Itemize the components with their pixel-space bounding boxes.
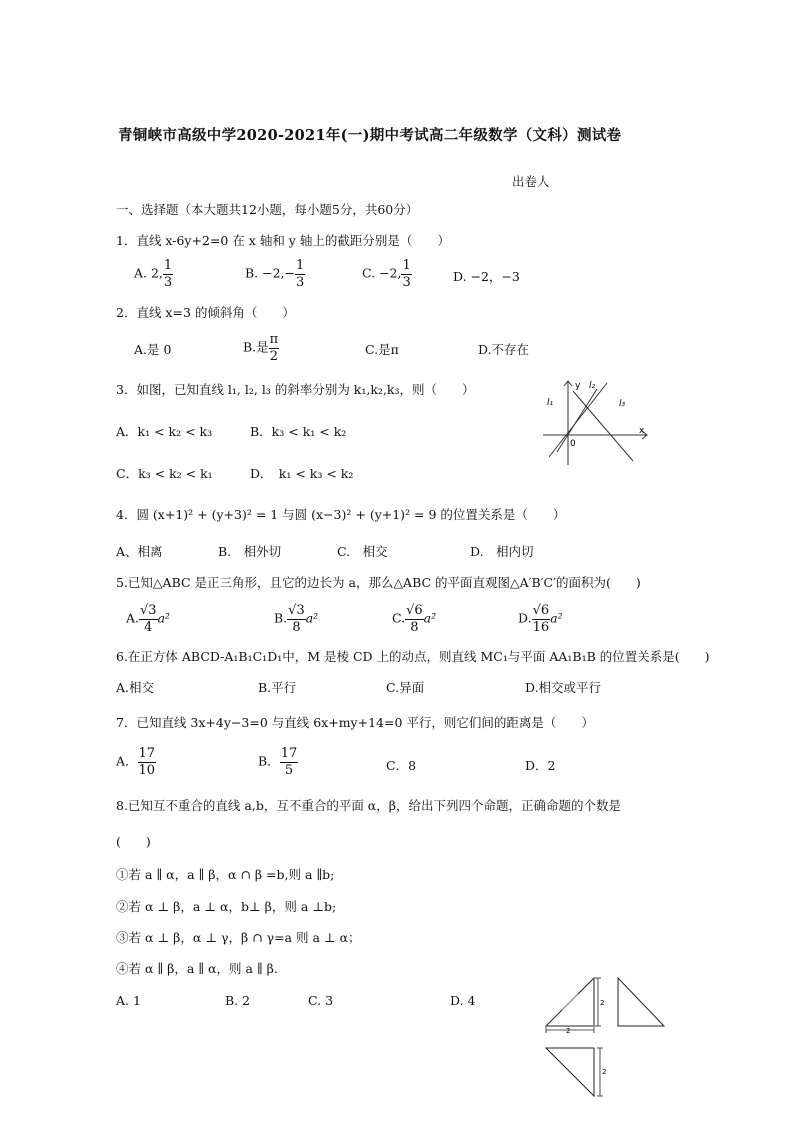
question-8-stem: 8.已知互不重合的直线 a,b，互不重合的平面 α，β，给出下列四个命题，正确命题的个数是 — [116, 798, 621, 813]
denominator: 10 — [138, 762, 156, 778]
question-6-option-a: A.相交 — [116, 680, 155, 695]
denominator: 2 — [269, 348, 279, 364]
fraction — [139, 604, 158, 634]
question-2-option-a: A.是 0 — [134, 342, 172, 357]
numerator: √3 — [140, 603, 157, 618]
question-4-option-b: B. 相外切 — [218, 544, 282, 559]
line-l1 — [557, 389, 597, 452]
numerator: √6 — [532, 603, 550, 618]
question-7-option-b — [258, 747, 298, 777]
fraction — [295, 259, 305, 289]
question-7-stem: 7．已知直线 3x+4y−3=0 与直线 6x+my+14=0 平行，则它们间的距离是（ ） — [116, 715, 594, 730]
question-2-option-c: C.是π — [365, 342, 399, 357]
numerator: 1 — [296, 258, 305, 273]
variable: a² — [550, 610, 563, 626]
denominator: 8 — [292, 619, 301, 635]
question-7-option-d: D．2 — [525, 758, 556, 773]
option-label: C. −2, — [362, 265, 402, 281]
x-label: x — [639, 426, 645, 436]
three-view-figure — [538, 970, 678, 1120]
question-3-option-a: A．k₁ < k₂ < k₃ — [116, 424, 213, 439]
question-5-option-a — [126, 604, 170, 634]
y-label: y — [575, 381, 581, 391]
question-8-proposition-2: ②若 α ⊥ β，a ⊥ α，b⊥ β，则 a ⊥b; — [116, 899, 337, 914]
fraction — [532, 604, 551, 634]
numerator: 1 — [402, 258, 411, 273]
side-view — [618, 978, 664, 1026]
numerator: π — [269, 332, 279, 347]
question-5-option-c — [392, 604, 436, 634]
option-label: D. — [518, 610, 532, 626]
question-3-option-d: D． k₁ < k₃ < k₂ — [250, 466, 354, 481]
question-7-option-c: C．8 — [386, 758, 417, 773]
width-label: 2 — [566, 1027, 571, 1035]
depth-label: 2 — [602, 1068, 607, 1076]
numerator: 1 — [163, 258, 173, 273]
question-5-option-d — [518, 604, 563, 634]
question-2-option-b — [243, 333, 279, 363]
question-4-option-c: C. 相交 — [337, 544, 388, 559]
option-label: B.是 — [243, 339, 269, 355]
option-label: B. −2,− — [245, 265, 296, 281]
option-label: A． — [116, 753, 138, 769]
question-4-stem: 4．圆 (x+1)² + (y+3)² = 1 与圆 (x−3)² + (y+1)² = 9 的位置关系是（ ） — [116, 507, 566, 522]
question-2-stem: 2．直线 x=3 的倾斜角（ ） — [116, 305, 295, 320]
fraction — [401, 259, 411, 289]
option-label: A. 2, — [134, 265, 163, 281]
denominator: 16 — [532, 619, 550, 635]
question-4-option-d: D. 相内切 — [470, 544, 534, 559]
height-label: 2 — [600, 999, 605, 1007]
question-2-option-d: D.不存在 — [478, 342, 530, 357]
l3-label: l₃ — [619, 399, 626, 409]
question-6-option-d: D.相交或平行 — [525, 680, 602, 695]
question-8-option-a: A. 1 — [116, 993, 141, 1008]
page-title: 青铜峡市高级中学2020-2021年(一)期中考试高二年级数学（文科）测试卷 — [118, 127, 622, 144]
l1-label: l₁ — [547, 398, 554, 408]
question-6-option-b: B.平行 — [258, 680, 297, 695]
author-label: 出卷人 — [512, 174, 550, 189]
question-1-option-d: D. −2，−3 — [453, 269, 520, 284]
variable: a² — [305, 610, 319, 626]
denominator: 4 — [144, 619, 153, 635]
question-8-option-b: B. 2 — [225, 993, 251, 1008]
question-8-proposition-1: ①若 a ∥ α，a ∥ β，α ∩ β =b,则 a ∥b; — [116, 867, 335, 882]
fraction — [163, 259, 173, 289]
question-3-option-c: C．k₃ < k₂ < k₁ — [116, 466, 213, 481]
origin-label: 0 — [570, 439, 576, 449]
option-label: B. — [274, 610, 288, 626]
front-view — [546, 978, 604, 1035]
denominator: 3 — [296, 274, 305, 290]
question-8-proposition-4: ④若 α ∥ β，a ∥ α，则 a ∥ β. — [116, 961, 278, 976]
variable: a² — [157, 610, 171, 626]
denominator: 8 — [410, 619, 419, 635]
question-4-option-a: A、相离 — [116, 544, 163, 559]
question-8-proposition-3: ③若 α ⊥ β，α ⊥ γ，β ∩ γ=a 则 a ⊥ α； — [116, 930, 361, 945]
numerator: √3 — [288, 603, 305, 618]
question-1-option-c — [362, 259, 412, 289]
question-6-stem: 6.在正方体 ABCD-A₁B₁C₁D₁中，M 是棱 CD 上的动点，则直线 MC₁与平面 AA₁B₁B 的位置关系是( ) — [116, 649, 710, 664]
option-label: C. — [392, 610, 406, 626]
l2-label: l₂ — [589, 381, 596, 391]
numerator: 17 — [138, 746, 156, 761]
question-5-option-b — [274, 604, 318, 634]
denominator: 3 — [402, 274, 411, 290]
option-label: B． — [258, 753, 280, 769]
denominator: 5 — [284, 762, 294, 778]
question-7-option-a — [116, 747, 156, 777]
fraction — [138, 747, 157, 777]
variable: a² — [423, 610, 437, 626]
question-6-option-c: C.异面 — [386, 680, 425, 695]
option-label: A. — [126, 610, 140, 626]
numerator: √6 — [406, 603, 423, 618]
denominator: 3 — [163, 274, 173, 290]
question-3-stem: 3．如图，已知直线 l₁, l₂, l₃ 的斜率分别为 k₁,k₂,k₃，则（ ） — [116, 382, 475, 397]
question-3-figure — [535, 375, 660, 470]
question-1-stem: 1．直线 x-6y+2=0 在 x 轴和 y 轴上的截距分别是（ ） — [116, 233, 450, 248]
top-view — [546, 1048, 606, 1096]
numerator: 17 — [280, 746, 298, 761]
fraction — [405, 604, 424, 634]
question-1-option-b — [245, 259, 305, 289]
fraction — [269, 333, 280, 363]
section-heading: 一、选择题（本大题共12小题，每小题5分，共60分） — [116, 202, 419, 217]
question-1-option-a — [134, 259, 173, 289]
fraction — [287, 604, 306, 634]
question-8-paren: ( ) — [116, 834, 151, 849]
question-3-option-b: B．k₃ < k₁ < k₂ — [250, 424, 347, 439]
question-8-option-d: D. 4 — [450, 993, 476, 1008]
fraction — [280, 747, 299, 777]
question-5-stem: 5.已知△ABC 是正三角形，且它的边长为 a，那么△ABC 的平面直观图△A′B′C′的面积为( ) — [116, 575, 641, 590]
question-8-option-c: C. 3 — [308, 993, 334, 1008]
